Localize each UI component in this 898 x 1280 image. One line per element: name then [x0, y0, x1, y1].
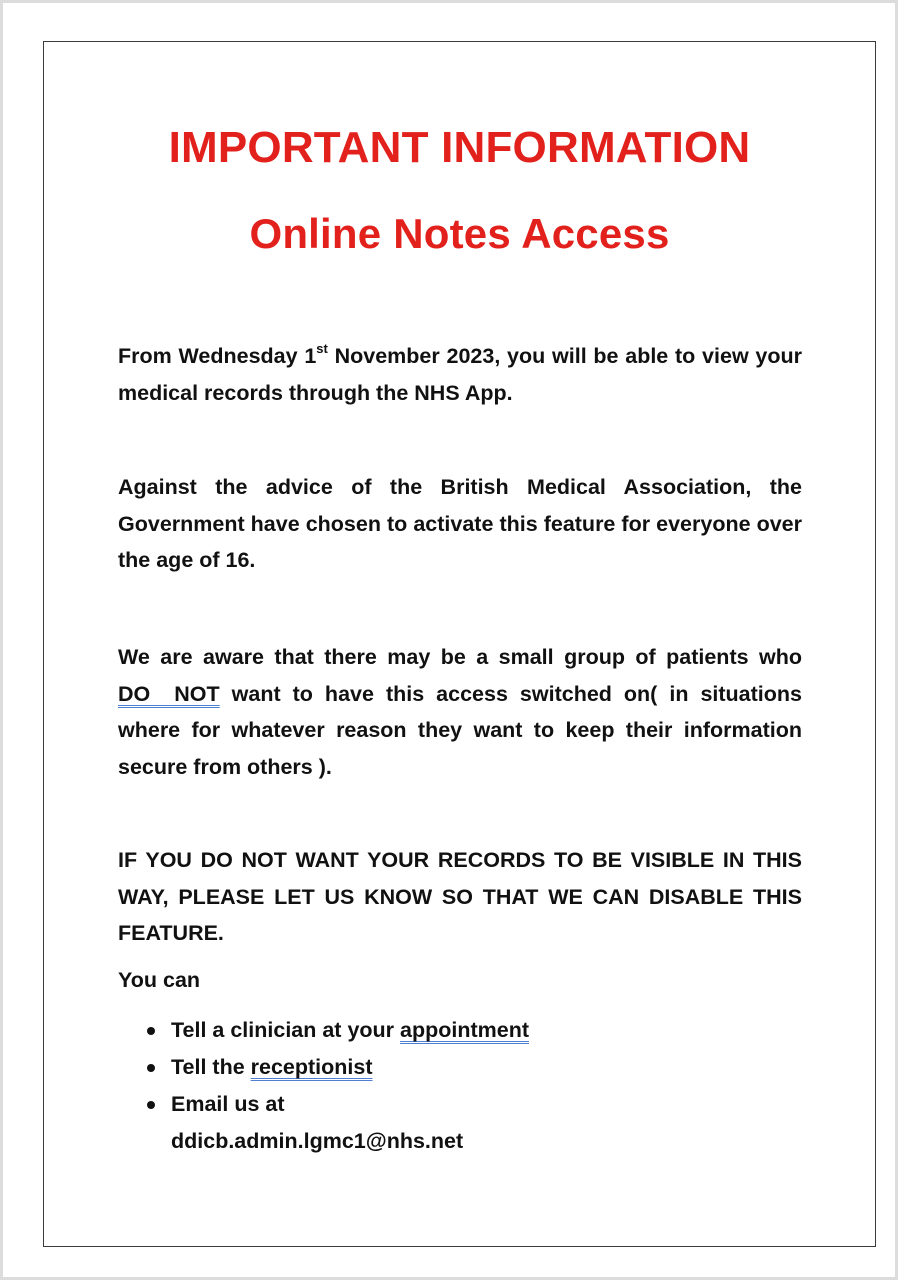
paragraph-opt-out-group — [118, 639, 802, 785]
paragraph-bma-advice — [118, 469, 802, 579]
paragraph-launch-date — [118, 338, 802, 411]
appointment-text: appointment — [400, 1018, 530, 1042]
bullet-icon — [147, 1064, 155, 1072]
paragraph-opt-out-text-b: want to have this access switched on( in situations where for whatever reason they want to keep their information secure from others ). — [118, 681, 802, 779]
bullet-icon — [147, 1027, 155, 1035]
email-address[interactable]: ddicb.admin.lgmc1@nhs.net — [171, 1129, 464, 1153]
bullet-icon — [147, 1101, 155, 1109]
list-item — [144, 1012, 744, 1049]
list-item-text: Email us at — [171, 1092, 285, 1116]
notice-page — [43, 41, 876, 1247]
opt-out-notice — [118, 842, 802, 952]
list-item — [144, 1086, 744, 1160]
do-not-emphasis: DO NOT — [118, 681, 220, 706]
you-can-text: You can — [118, 968, 201, 992]
paragraph-launch-date-text-a: From Wednesday 1 — [118, 344, 317, 368]
receptionist-text: receptionist — [250, 1055, 373, 1079]
list-item — [144, 1049, 744, 1086]
ordinal-suffix: st — [316, 340, 328, 356]
contact-options-list — [144, 1012, 744, 1160]
list-item-text: Tell the — [171, 1055, 251, 1079]
paragraph-bma-advice-text: Against the advice of the British Medical Association, the Government have chosen to activate this feature for everyone over the age of 16. — [118, 475, 802, 572]
you-can-heading — [118, 962, 802, 999]
paragraph-launch-date-text-b: November 2023, you will be able to view your medical records through the NHS App. — [118, 344, 802, 405]
page-subtitle: Online Notes Access — [249, 210, 670, 257]
paragraph-opt-out-text-a: We are aware that there may be a small group of patients who — [118, 645, 802, 669]
opt-out-notice-text: IF YOU DO NOT WANT YOUR RECORDS TO BE VISIBLE IN THIS WAY, PLEASE LET US KNOW SO THAT WE CAN DISABLE THIS FEATURE. — [118, 848, 802, 945]
list-item-text: Tell a clinician at your — [171, 1018, 401, 1042]
page-title: IMPORTANT INFORMATION — [168, 123, 751, 172]
